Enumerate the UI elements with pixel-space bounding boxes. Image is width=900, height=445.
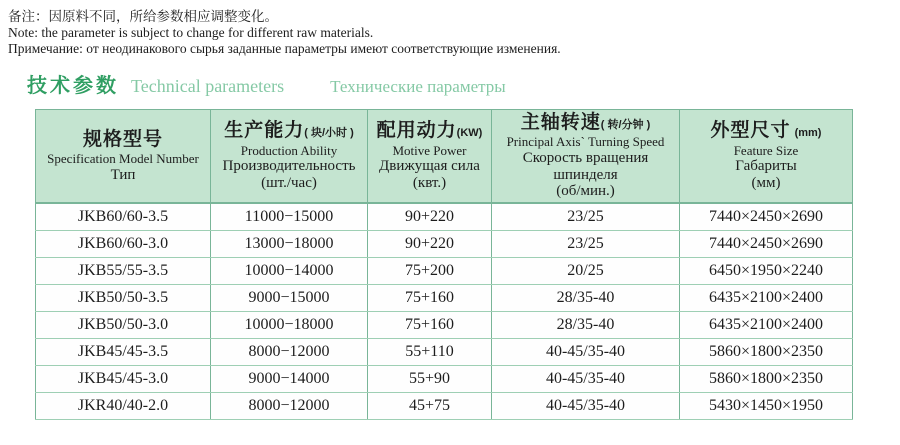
cell-size: 5860×1800×2350 bbox=[680, 365, 853, 392]
header-zh-label: 配用动力 bbox=[376, 120, 457, 142]
notes-block bbox=[0, 0, 900, 57]
heading-chinese: 技术参数 bbox=[27, 75, 119, 97]
cell-production: 13000−18000 bbox=[211, 230, 368, 257]
cell-speed: 20/25 bbox=[492, 257, 680, 284]
header-ru-label: Производительность bbox=[222, 158, 356, 175]
header-en-label: Feature Size bbox=[733, 142, 799, 158]
cell-production: 9000−14000 bbox=[211, 365, 368, 392]
cell-production: 10000−18000 bbox=[211, 311, 368, 338]
cell-power: 75+160 bbox=[368, 284, 492, 311]
header-zh-unit: ( 转/分钟 ) bbox=[600, 119, 651, 131]
table-row bbox=[36, 230, 853, 257]
header-ru-label: Движущая сила bbox=[379, 158, 480, 175]
header-en-label: Principal Axis` Turning Speed bbox=[506, 134, 665, 150]
table-body bbox=[36, 203, 853, 419]
header-zh-line bbox=[213, 120, 365, 141]
note-line-russian: Примечание: от неодинакового сырья заданные параметры имеют соответствующие изменения. bbox=[8, 41, 561, 56]
header-zh-unit: (mm) bbox=[794, 127, 822, 140]
cell-size: 6435×2100×2400 bbox=[680, 311, 853, 338]
heading-english: Technical parameters bbox=[131, 76, 285, 96]
cell-size: 7440×2450×2690 bbox=[680, 230, 853, 257]
header-ru-label: Габариты bbox=[735, 158, 797, 175]
header-zh-label: 外型尺寸 bbox=[710, 120, 791, 142]
header-zh-label: 生产能力 bbox=[224, 120, 305, 142]
cell-size: 6450×1950×2240 bbox=[680, 257, 853, 284]
table-row bbox=[36, 365, 853, 392]
table-row bbox=[36, 338, 853, 365]
cell-power: 45+75 bbox=[368, 392, 492, 419]
header-zh-unit: ( 块/小时 ) bbox=[304, 127, 354, 140]
cell-production: 11000−15000 bbox=[211, 203, 368, 230]
header-ru-label: Тип bbox=[110, 166, 136, 183]
cell-model: JKB60/60-3.0 bbox=[36, 230, 211, 257]
table-header bbox=[36, 110, 853, 204]
header-specification-model bbox=[36, 110, 211, 204]
cell-power: 75+200 bbox=[368, 257, 492, 284]
table-row bbox=[36, 284, 853, 311]
cell-power: 90+220 bbox=[368, 230, 492, 257]
table-row bbox=[36, 311, 853, 338]
cell-production: 10000−14000 bbox=[211, 257, 368, 284]
table-row bbox=[36, 257, 853, 284]
cell-speed: 23/25 bbox=[492, 203, 680, 230]
cell-model: JKB55/55-3.5 bbox=[36, 257, 211, 284]
header-zh-line bbox=[370, 120, 489, 141]
cell-power: 90+220 bbox=[368, 203, 492, 230]
cell-speed: 23/25 bbox=[492, 230, 680, 257]
header-turning-speed bbox=[492, 110, 680, 204]
header-ru-label: Скорость вращения шпинделя bbox=[522, 149, 649, 183]
header-unit-label: (об/мин.) bbox=[556, 183, 615, 200]
note-line-english: Note: the parameter is subject to change for different raw materials. bbox=[8, 25, 374, 40]
note-line-chinese: 备注：因原料不同，所给参数相应调整变化。 bbox=[8, 9, 278, 24]
header-zh-line bbox=[494, 112, 677, 133]
header-feature-size bbox=[680, 110, 853, 204]
cell-size: 5860×1800×2350 bbox=[680, 338, 853, 365]
cell-model: JKB45/45-3.0 bbox=[36, 365, 211, 392]
cell-speed: 40-45/35-40 bbox=[492, 338, 680, 365]
cell-model: JKB60/60-3.5 bbox=[36, 203, 211, 230]
header-en-label: Specification Model Number bbox=[47, 151, 199, 167]
cell-speed: 40-45/35-40 bbox=[492, 365, 680, 392]
cell-speed: 28/35-40 bbox=[492, 311, 680, 338]
header-zh-label: 主轴转速 bbox=[520, 112, 601, 133]
cell-power: 55+90 bbox=[368, 365, 492, 392]
header-zh-label: 规格型号 bbox=[82, 128, 163, 150]
table-row bbox=[36, 203, 853, 230]
cell-size: 7440×2450×2690 bbox=[680, 203, 853, 230]
header-unit-label: (квт.) bbox=[412, 175, 447, 191]
header-en-label: Production Ability bbox=[240, 142, 338, 158]
header-motive-power bbox=[368, 110, 492, 204]
header-zh-unit: (KW) bbox=[456, 127, 483, 140]
cell-model: JKR40/40-2.0 bbox=[36, 392, 211, 419]
header-zh-line bbox=[682, 120, 850, 141]
cell-model: JKB50/50-3.0 bbox=[36, 311, 211, 338]
table-row bbox=[36, 392, 853, 419]
header-row bbox=[36, 110, 853, 204]
cell-power: 55+110 bbox=[368, 338, 492, 365]
cell-production: 9000−15000 bbox=[211, 284, 368, 311]
technical-parameters-table bbox=[35, 109, 853, 420]
cell-production: 8000−12000 bbox=[211, 392, 368, 419]
cell-size: 6435×2100×2400 bbox=[680, 284, 853, 311]
cell-power: 75+160 bbox=[368, 311, 492, 338]
cell-model: JKB45/45-3.5 bbox=[36, 338, 211, 365]
header-unit-label: (мм) bbox=[751, 175, 781, 191]
section-heading bbox=[27, 74, 900, 100]
header-en-label: Motive Power bbox=[392, 142, 467, 158]
heading-russian: Технические параметры bbox=[330, 77, 506, 96]
cell-speed: 40-45/35-40 bbox=[492, 392, 680, 419]
cell-production: 8000−12000 bbox=[211, 338, 368, 365]
cell-size: 5430×1450×1950 bbox=[680, 392, 853, 419]
header-production-ability bbox=[211, 110, 368, 204]
cell-speed: 28/35-40 bbox=[492, 284, 680, 311]
header-unit-label: (шт./час) bbox=[261, 175, 317, 191]
cell-model: JKB50/50-3.5 bbox=[36, 284, 211, 311]
